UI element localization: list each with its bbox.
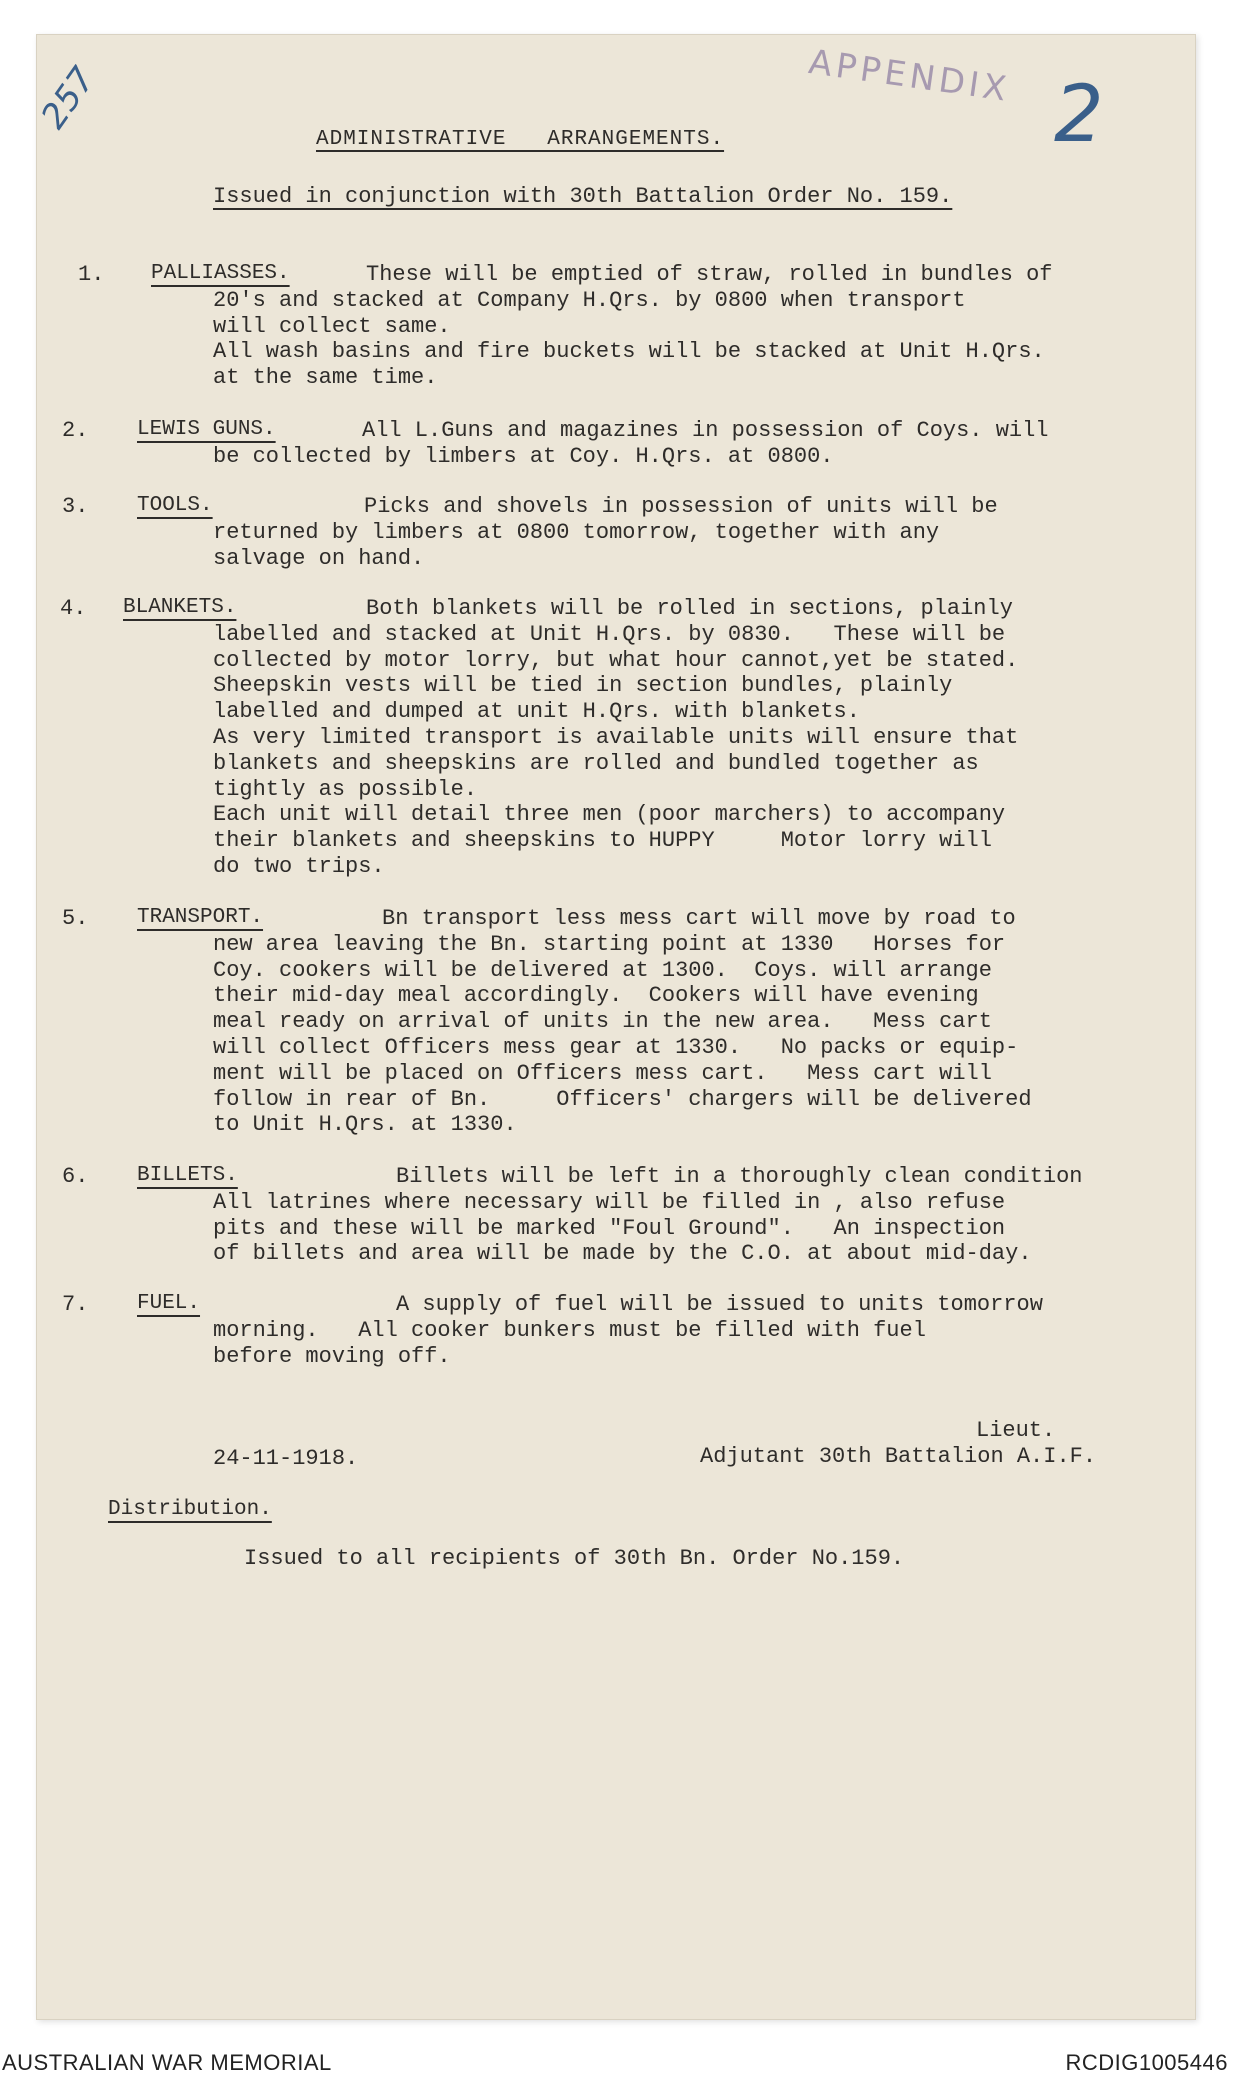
item-heading: BILLETS. [137,1164,238,1187]
item-line: will collect same. [213,313,451,339]
item-line: salvage on hand. [213,545,425,571]
item-line: ment will be placed on Officers mess cart. Mess cart will [213,1060,992,1086]
item-heading: TOOLS. [137,494,213,517]
item-line: follow in rear of Bn. Officers' chargers will be delivered [213,1086,1032,1112]
item-line: of billets and area will be made by the C.O. at about mid-day. [213,1241,1032,1267]
footer-source: AUSTRALIAN WAR MEMORIAL [2,2050,332,2075]
item-line: All wash basins and fire buckets will be stacked at Unit H.Qrs. [213,339,1045,365]
item-heading: TRANSPORT. [137,906,264,929]
footer-identifier: RCDIG1005446 [1065,2050,1228,2075]
item-heading: PALLIASSES. [151,262,290,285]
appendix-number: 2 [1054,70,1104,160]
document-title: ADMINISTRATIVE ARRANGEMENTS. [316,128,725,151]
item-line: labelled and stacked at Unit H.Qrs. by 0830. These will be [213,621,1006,647]
item-line: do two trips. [213,854,385,879]
item-number: 2. [62,418,89,443]
item-heading: LEWIS GUNS. [137,418,276,441]
item-line: collected by motor lorry, but what hour cannot,yet be stated. [213,647,1019,673]
item-line: Sheepskin vests will be tied in section bundles, plainly [213,673,953,699]
item-first-line: These will be emptied of straw, rolled in bundles of [366,262,1053,287]
item-first-line: Billets will be left in a thoroughly clean condition [396,1164,1083,1189]
item-line: As very limited transport is available units will ensure that [213,725,1019,750]
item-line: blankets and sheepskins are rolled and bundled together as [213,750,979,776]
item-heading: FUEL. [137,1292,201,1315]
folio-number: 257 [33,59,104,137]
item-line: morning. All cooker bunkers must be filled with fuel [213,1317,926,1343]
item-first-line: All L.Guns and magazines in possession of Coys. will [362,418,1049,443]
distribution-heading: Distribution. [108,1498,272,1521]
item-line: new area leaving the Bn. starting point at 1330 Horses for [213,931,1006,957]
item-line: pits and these will be marked "Foul Ground". An inspection [213,1215,1006,1241]
item-first-line: Both blankets will be rolled in sections, plainly [366,596,1013,621]
item-line: be collected by limbers at Coy. H.Qrs. at 0800. [213,443,834,469]
item-line: returned by limbers at 0800 tomorrow, together with any [213,519,940,545]
item-line: will collect Officers mess gear at 1330. No packs or equip- [213,1035,1019,1060]
item-first-line: Picks and shovels in possession of units will be [364,494,998,519]
distribution-text: Issued to all recipients of 30th Bn. Order No.159. [244,1546,905,1571]
document-date: 24-11-1918. [213,1446,359,1471]
item-number: 4. [60,596,87,621]
item-number: 3. [62,494,89,519]
item-number: 6. [62,1164,89,1189]
item-line: labelled and dumped at unit H.Qrs. with blankets. [213,699,860,725]
item-number: 7. [62,1292,89,1317]
item-first-line: A supply of fuel will be issued to units tomorrow [396,1292,1043,1317]
item-line: before moving off. [213,1343,451,1369]
item-line: their blankets and sheepskins to HUPPY Motor lorry will [213,828,992,854]
document-subtitle: Issued in conjunction with 30th Battalion Order No. 159. [213,184,953,209]
item-line: tightly as possible. [213,776,478,802]
item-line: at the same time. [213,365,438,391]
item-line: their mid-day meal accordingly. Cookers will have evening [213,983,979,1009]
item-line: All latrines where necessary will be filled in , also refuse [213,1189,1006,1215]
item-number: 5. [62,906,89,931]
item-heading: BLANKETS. [123,596,237,619]
item-line: Each unit will detail three men (poor marchers) to accompany [213,802,1006,828]
signature-rank: Lieut. [976,1418,1056,1443]
item-line: meal ready on arrival of units in the new area. Mess cart [213,1009,992,1035]
item-first-line: Bn transport less mess cart will move by road to [382,906,1016,931]
item-line: Coy. cookers will be delivered at 1300. Coys. will arrange [213,957,992,983]
appendix-stamp: APPENDIX [806,42,1013,110]
item-line: 20's and stacked at Company H.Qrs. by 0800 when transport [213,287,966,313]
item-line: to Unit H.Qrs. at 1330. [213,1112,517,1138]
item-number: 1. [78,262,105,287]
signature-role: Adjutant 30th Battalion A.I.F. [700,1444,1097,1469]
